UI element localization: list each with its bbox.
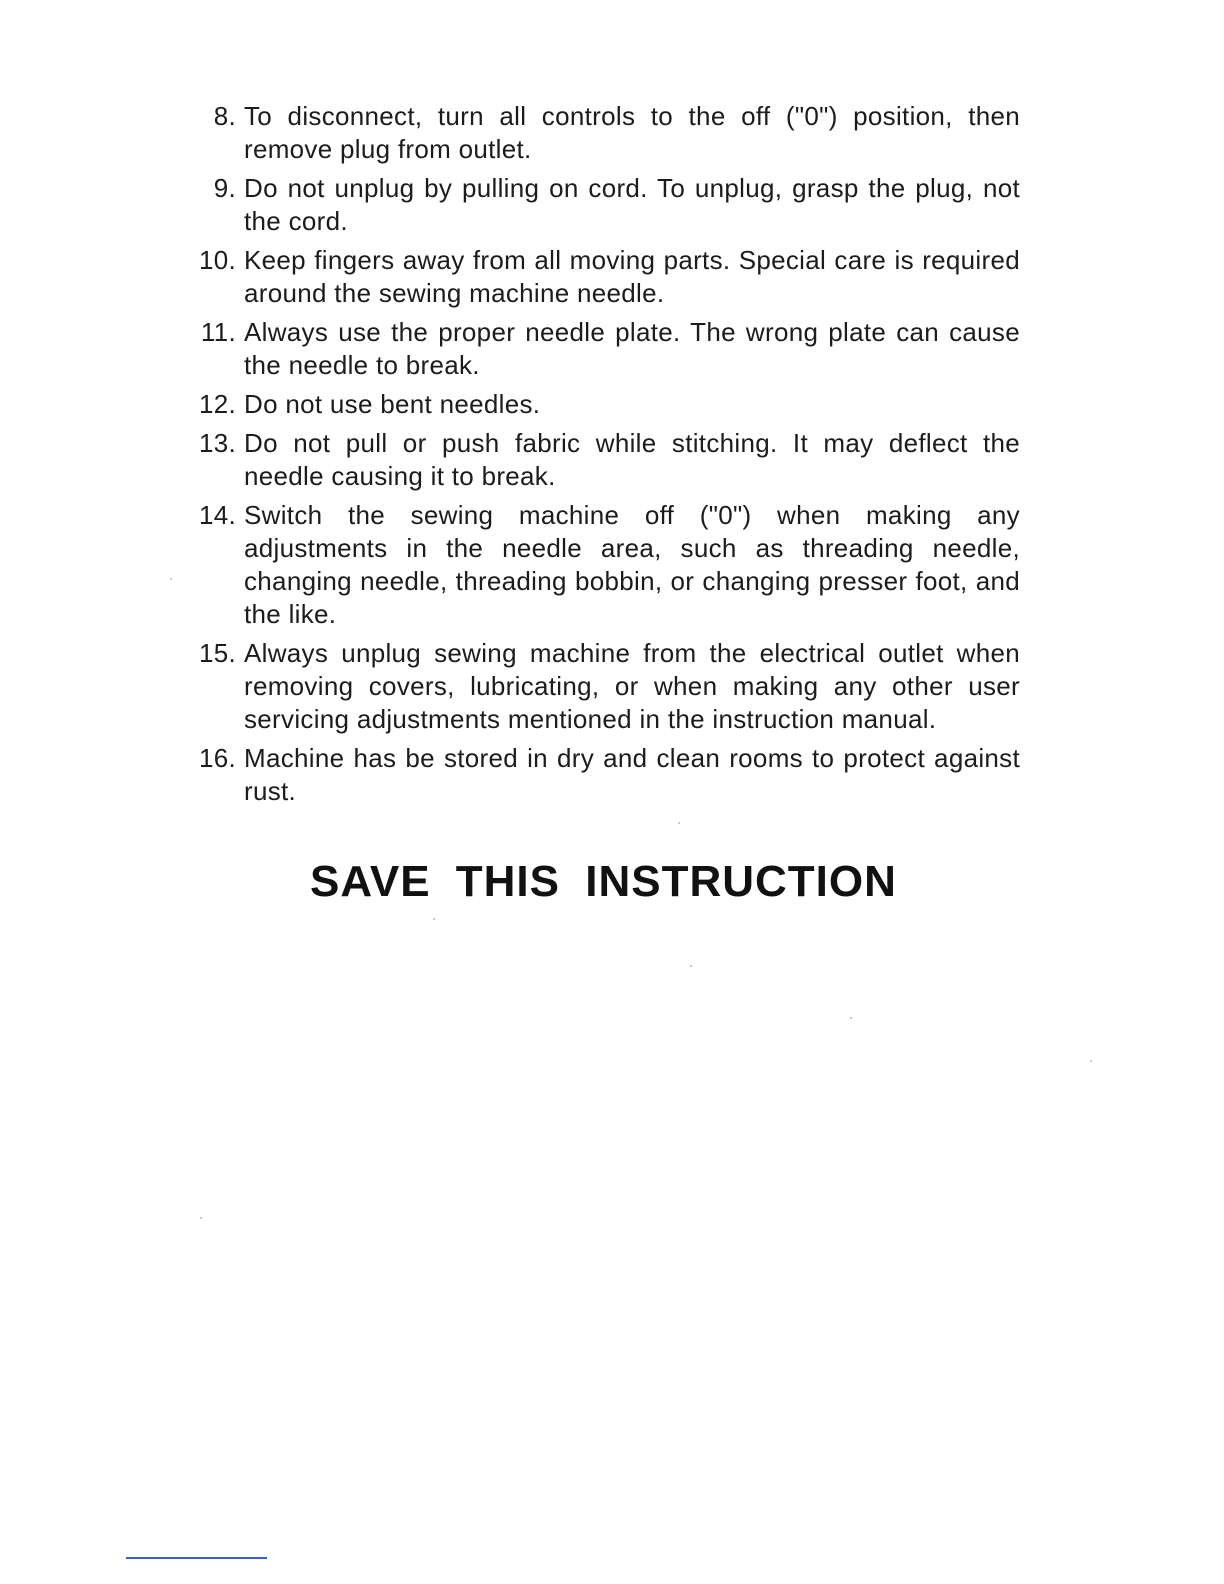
instruction-text: Switch the sewing machine off ("0") when making any adjustments in the needle area, such as threading needle, changing needle, threading bobbin, or changing presser foot, and the like.: [244, 500, 1020, 629]
instruction-text: Do not use bent needles.: [244, 389, 541, 419]
instruction-text: Always use the proper needle plate. The wrong plate can cause the needle to break.: [244, 317, 1020, 380]
instruction-number: 14.: [198, 500, 236, 530]
instruction-number: 8.: [213, 101, 236, 131]
save-instruction-heading: SAVE THIS INSTRUCTION: [310, 857, 897, 906]
instruction-number: 11.: [200, 317, 236, 347]
scan-speck: [1090, 1060, 1092, 1062]
instruction-number: 9.: [213, 173, 236, 203]
instruction-item: [180, 388, 1020, 421]
instruction-item: [180, 172, 1020, 238]
instruction-item: [180, 499, 1020, 631]
scan-speck: [850, 1017, 852, 1019]
scan-speck: [170, 578, 172, 580]
instruction-text: To disconnect, turn all controls to the off ("0") position, then remove plug from outlet.: [244, 101, 1020, 164]
instruction-item: [180, 244, 1020, 310]
scan-speck: [200, 1217, 202, 1219]
safety-instructions-list: [180, 100, 1020, 814]
instruction-number: 10.: [198, 245, 236, 275]
instruction-text: Machine has be stored in dry and clean rooms to protect against rust.: [244, 743, 1020, 806]
instruction-number: 13.: [198, 428, 236, 458]
scan-speck: [678, 822, 680, 824]
instruction-number: 16.: [198, 743, 236, 773]
instruction-text: Always unplug sewing machine from the electrical outlet when removing covers, lubricating, or when making any other user servicing adjustments mentioned in the instruction manual.: [244, 638, 1020, 734]
instruction-item: [180, 637, 1020, 736]
instruction-item: [180, 100, 1020, 166]
instruction-text: Do not unplug by pulling on cord. To unplug, grasp the plug, not the cord.: [244, 173, 1020, 236]
instruction-item: [180, 742, 1020, 808]
scan-speck: [690, 965, 692, 967]
instruction-item: [180, 316, 1020, 382]
instruction-text: Keep fingers away from all moving parts. Special care is required around the sewing machine needle.: [244, 245, 1020, 308]
instruction-number: 15.: [198, 638, 236, 668]
instruction-number: 12.: [198, 389, 236, 419]
instruction-item: [180, 427, 1020, 493]
footer-rule: [126, 1557, 267, 1559]
scan-speck: [433, 918, 435, 920]
instruction-text: Do not pull or push fabric while stitching. It may deflect the needle causing it to break.: [244, 428, 1020, 491]
